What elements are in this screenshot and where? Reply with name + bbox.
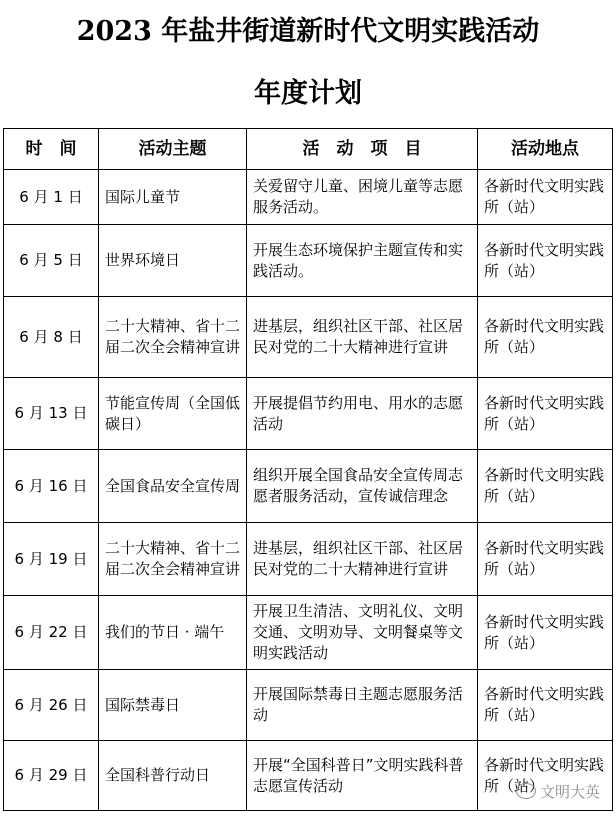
- row-project: 进基层，组织社区干部、社区居民对党的二十大精神进行宣讲: [247, 297, 478, 378]
- row-date: 6 月 16 日: [4, 450, 99, 523]
- row-project: 开展提倡节约用电、用水的志愿活动: [247, 378, 478, 450]
- document-subtitle: 年度计划: [254, 78, 362, 109]
- row-date: 6 月 19 日: [4, 523, 99, 596]
- row-theme: 二十大精神、省十二届二次全会精神宣讲: [99, 523, 247, 596]
- row-theme: 节能宣传周（全国低碳日）: [99, 378, 247, 450]
- row-theme: 国际儿童节: [99, 170, 247, 225]
- row-place: 各新时代文明实践所（站）: [478, 170, 613, 225]
- row-project: 开展“全国科普日”文明实践科普志愿宣传活动: [247, 741, 478, 811]
- row-place: 各新时代文明实践所（站）: [478, 450, 613, 523]
- row-date: 6 月 8 日: [4, 297, 99, 378]
- activity-plan-table: [3, 128, 613, 811]
- header-theme: 活动主题: [99, 129, 247, 170]
- header-place: 活动地点: [478, 129, 613, 170]
- row-date: 6 月 5 日: [4, 225, 99, 297]
- table-row: [4, 378, 613, 450]
- watermark: [516, 781, 600, 802]
- document-title: 2023 年盐井街道新时代文明实践活动: [76, 16, 540, 47]
- row-place: 各新时代文明实践所（站）: [478, 670, 613, 741]
- row-date: 6 月 26 日: [4, 670, 99, 741]
- header-project: 活 动 项 目: [247, 129, 478, 170]
- row-theme: 全国食品安全宣传周: [99, 450, 247, 523]
- row-date: 6 月 1 日: [4, 170, 99, 225]
- row-theme: 世界环境日: [99, 225, 247, 297]
- row-theme: 我们的节日 · 端午: [99, 596, 247, 670]
- row-date: 6 月 29 日: [4, 741, 99, 811]
- row-place: 各新时代文明实践所（站）: [478, 225, 613, 297]
- row-theme: 国际禁毒日: [99, 670, 247, 741]
- table-row: [4, 523, 613, 596]
- table-row: [4, 225, 613, 297]
- table-row: [4, 596, 613, 670]
- row-project: 开展卫生清洁、文明礼仪、文明交通、文明劝导、文明餐桌等文明实践活动: [247, 596, 478, 670]
- header-time: 时 间: [4, 129, 99, 170]
- table-row: [4, 170, 613, 225]
- row-place: 各新时代文明实践所（站）: [478, 297, 613, 378]
- table-row: [4, 670, 613, 741]
- row-place: 各新时代文明实践所（站）: [478, 741, 613, 811]
- row-date: 6 月 13 日: [4, 378, 99, 450]
- row-place: 各新时代文明实践所（站）: [478, 596, 613, 670]
- table-header-row: [4, 129, 613, 170]
- table-row: [4, 297, 613, 378]
- row-theme: 二十大精神、省十二届二次全会精神宣讲: [99, 297, 247, 378]
- row-place: 各新时代文明实践所（站）: [478, 523, 613, 596]
- watermark-text: 文明大英: [539, 783, 600, 801]
- row-project: 组织开展全国食品安全宣传周志愿者服务活动，宣传诚信理念: [247, 450, 478, 523]
- row-project: 开展生态环境保护主题宣传和实践活动。: [247, 225, 478, 297]
- row-date: 6 月 22 日: [4, 596, 99, 670]
- row-project: 开展国际禁毒日主题志愿服务活动: [247, 670, 478, 741]
- table-row: [4, 450, 613, 523]
- row-place: 各新时代文明实践所（站）: [478, 378, 613, 450]
- wechat-icon: [516, 783, 536, 799]
- row-project: 进基层，组织社区干部、社区居民对党的二十大精神进行宣讲: [247, 523, 478, 596]
- row-project: 关爱留守儿童、困境儿童等志愿服务活动。: [247, 170, 478, 225]
- row-theme: 全国科普行动日: [99, 741, 247, 811]
